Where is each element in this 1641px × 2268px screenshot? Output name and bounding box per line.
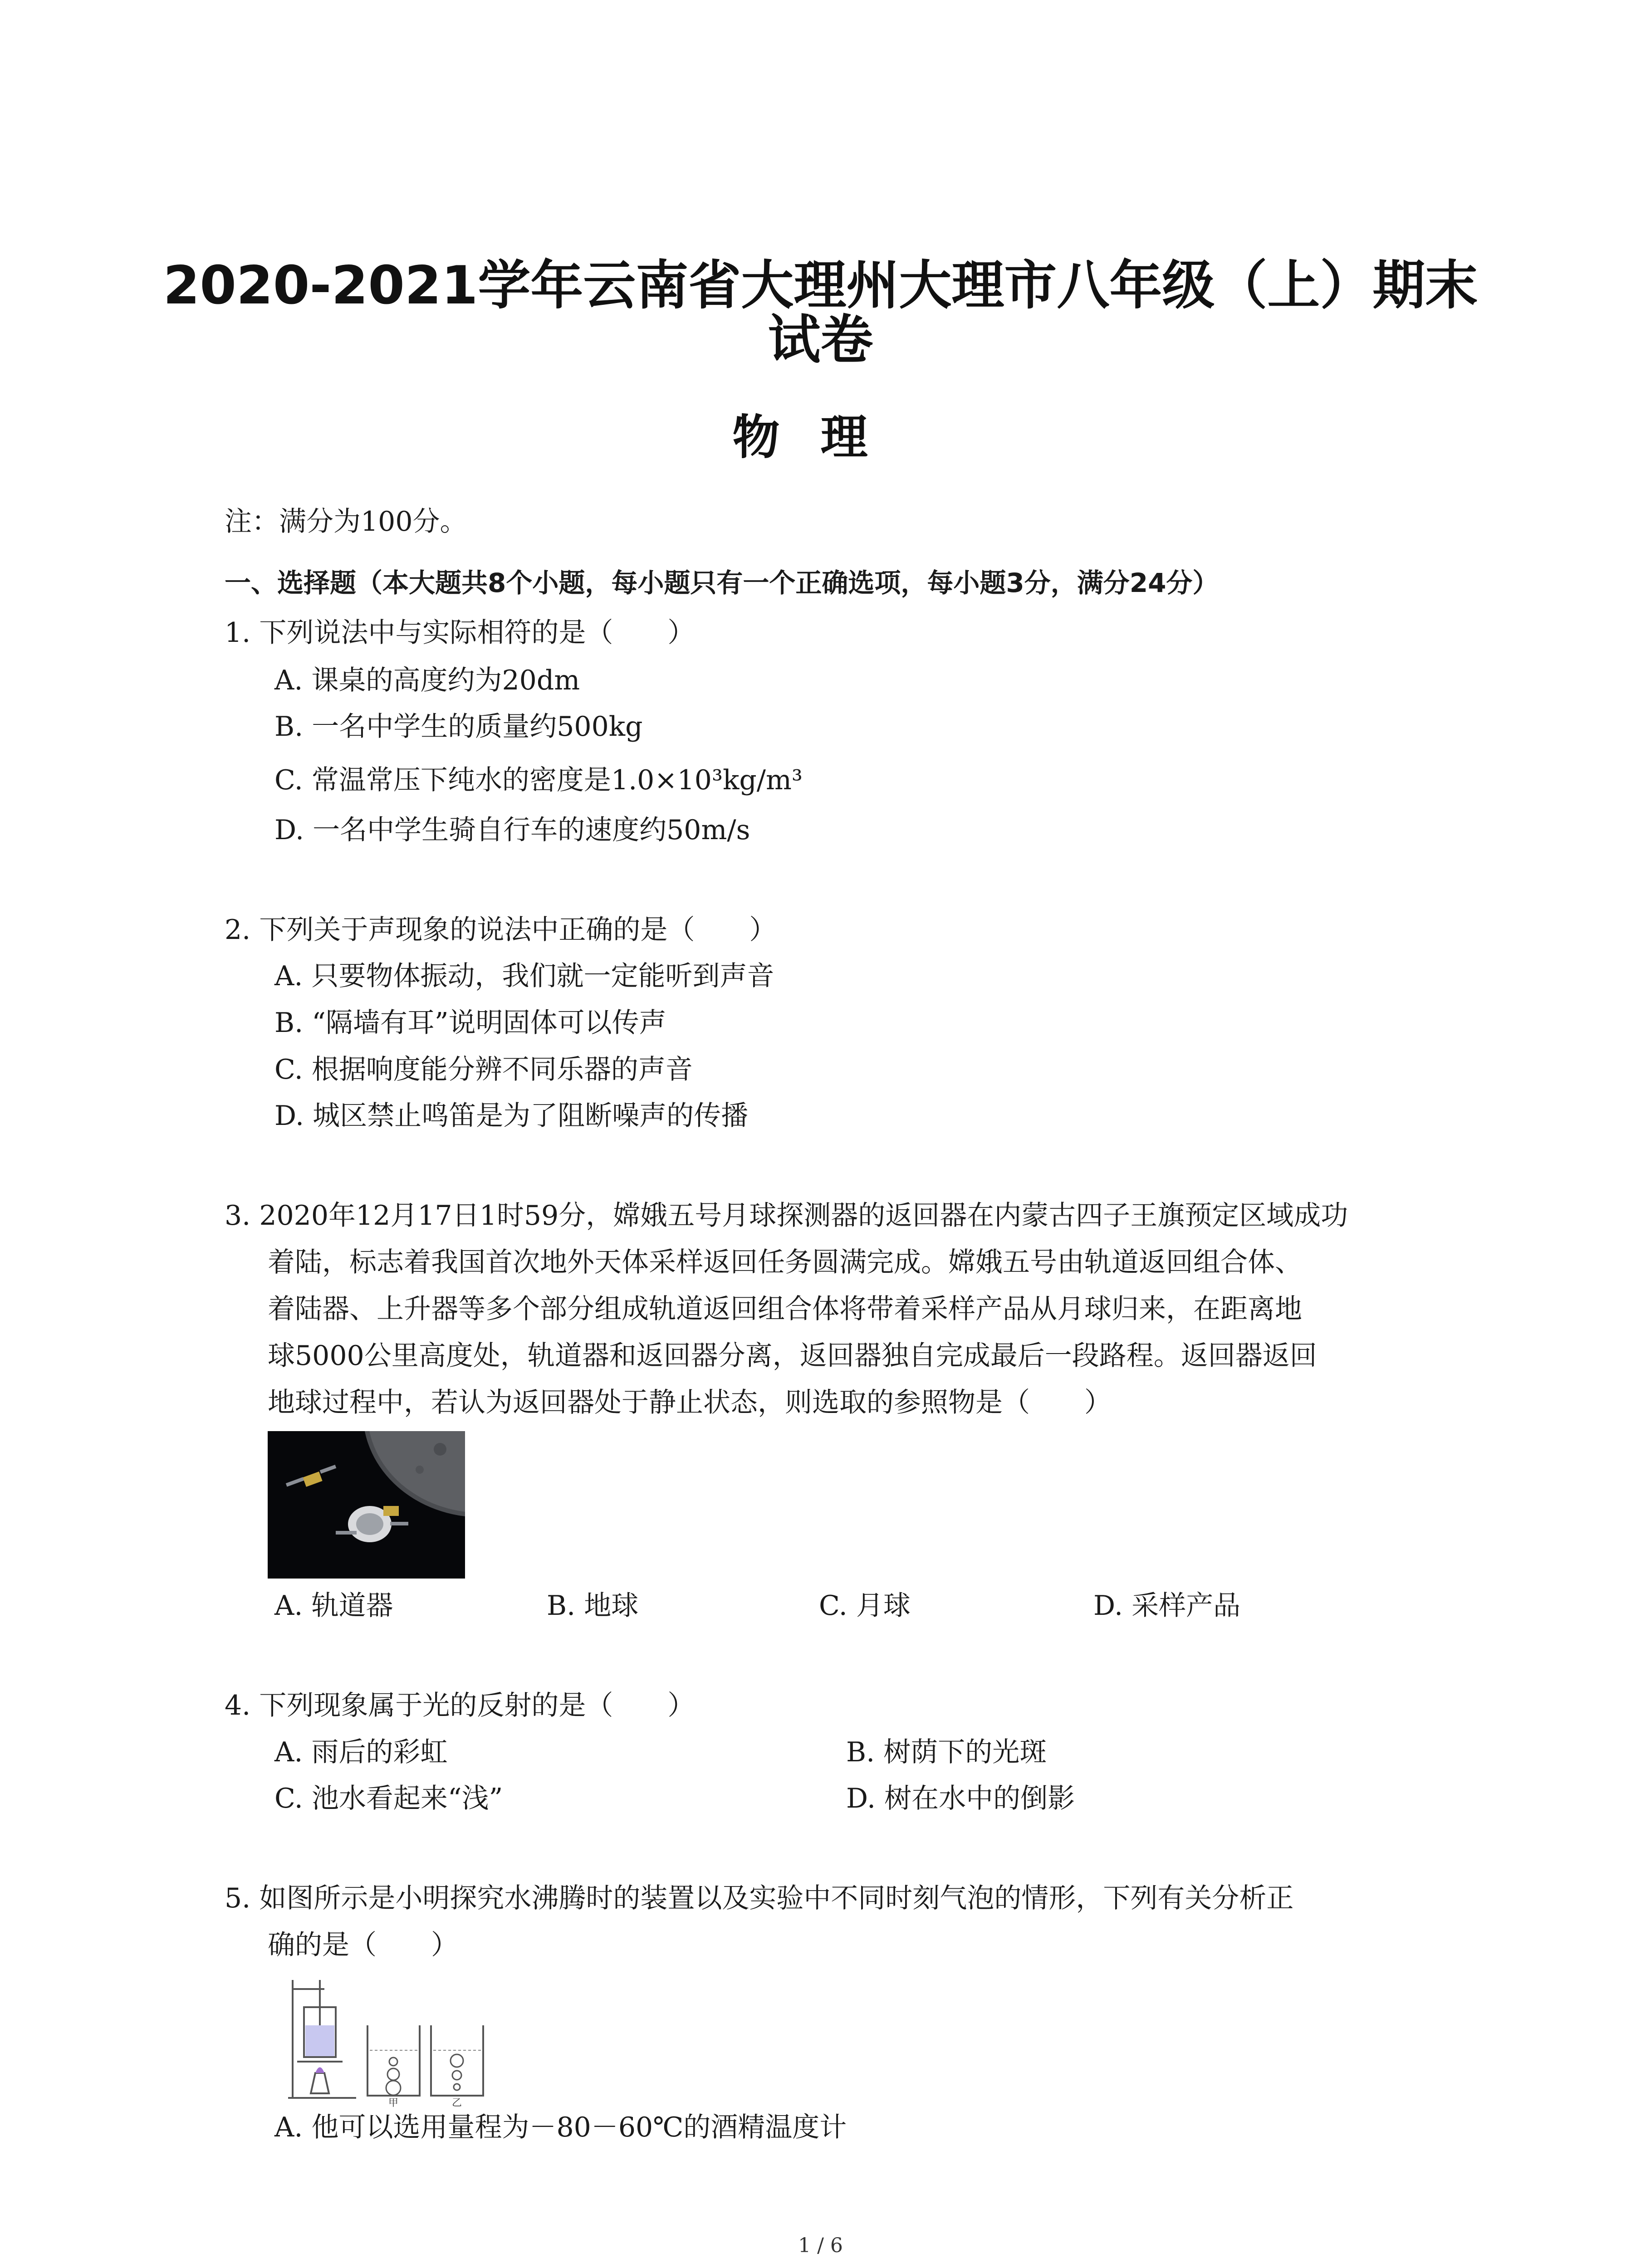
question-4-option-a: A. 雨后的彩虹 [274, 1736, 448, 1768]
question-3-line-2: 着陆，标志着我国首次地外天体采样返回任务圆满完成。嫦娥五号由轨道返回组合体、 [268, 1246, 1302, 1278]
question-1-option-c: C. 常温常压下纯水的密度是1.0×10³kg/m³ [274, 764, 803, 796]
question-3-line-5: 地球过程中，若认为返回器处于静止状态，则选取的参照物是（ ） [268, 1387, 1112, 1418]
exam-title-line2: 试卷 [768, 309, 873, 371]
score-note: 注：满分为100分。 [225, 506, 467, 538]
question-2-option-c: C. 根据响度能分辨不同乐器的声音 [274, 1054, 693, 1085]
exam-title-line1: 2020-2021学年云南省大理州大理市八年级（上）期末 [163, 255, 1478, 316]
question-3-line-3: 着陆器、上升器等多个部分组成轨道返回组合体将带着采样产品从月球归来，在距离地 [268, 1293, 1302, 1325]
question-5-line-2: 确的是（ ） [268, 1929, 458, 1961]
question-4-option-d: D. 树在水中的倒影 [846, 1783, 1075, 1814]
question-1-stem: 1. 下列说法中与实际相符的是（ ） [225, 617, 695, 649]
question-3-option-a: A. 轨道器 [274, 1590, 393, 1622]
question-5-line-1: 5. 如图所示是小明探究水沸腾时的装置以及实验中不同时刻气泡的情形，下列有关分析正 [225, 1882, 1294, 1914]
question-5-option-a: A. 他可以选用量程为－80－60℃的酒精温度计 [274, 2112, 847, 2143]
beaker-1-label: 甲 [388, 2097, 399, 2107]
question-2-option-a: A. 只要物体振动，我们就一定能听到声音 [274, 960, 774, 992]
question-4-option-c: C. 池水看起来“浅” [274, 1783, 503, 1814]
section-heading: 一、选择题（本大题共8个小题，每小题只有一个正确选项，每小题3分，满分24分） [225, 567, 1219, 598]
spacecraft-photo [268, 1431, 465, 1579]
question-4-option-b: B. 树荫下的光斑 [846, 1736, 1047, 1768]
question-3-line-4: 球5000公里高度处，轨道器和返回器分离，返回器独自完成最后一段路程。返回器返回 [268, 1340, 1317, 1372]
question-3-option-c: C. 月球 [819, 1590, 911, 1622]
question-2-stem: 2. 下列关于声现象的说法中正确的是（ ） [225, 914, 777, 946]
question-3-option-b: B. 地球 [547, 1590, 639, 1622]
subject-heading: 物理 [732, 410, 909, 465]
question-3-option-d: D. 采样产品 [1093, 1590, 1241, 1622]
boiling-apparatus-figure [279, 1971, 492, 2107]
question-2-option-d: D. 城区禁止鸣笛是为了阻断噪声的传播 [274, 1100, 749, 1132]
question-2-option-b: B. “隔墙有耳”说明固体可以传声 [274, 1007, 666, 1039]
question-1-option-b: B. 一名中学生的质量约500kg [274, 711, 643, 743]
question-4-stem: 4. 下列现象属于光的反射的是（ ） [225, 1690, 695, 1721]
question-1-option-d: D. 一名中学生骑自行车的速度约50m/s [274, 814, 750, 846]
question-1-option-a: A. 课桌的高度约为20dm [274, 665, 580, 696]
beaker-2-label: 乙 [451, 2097, 462, 2107]
question-3-line-1: 3. 2020年12月17日1时59分，嫦娥五号月球探测器的返回器在内蒙古四子王旗预定区域成功 [225, 1200, 1348, 1232]
page-number: 1 / 6 [798, 2234, 843, 2257]
